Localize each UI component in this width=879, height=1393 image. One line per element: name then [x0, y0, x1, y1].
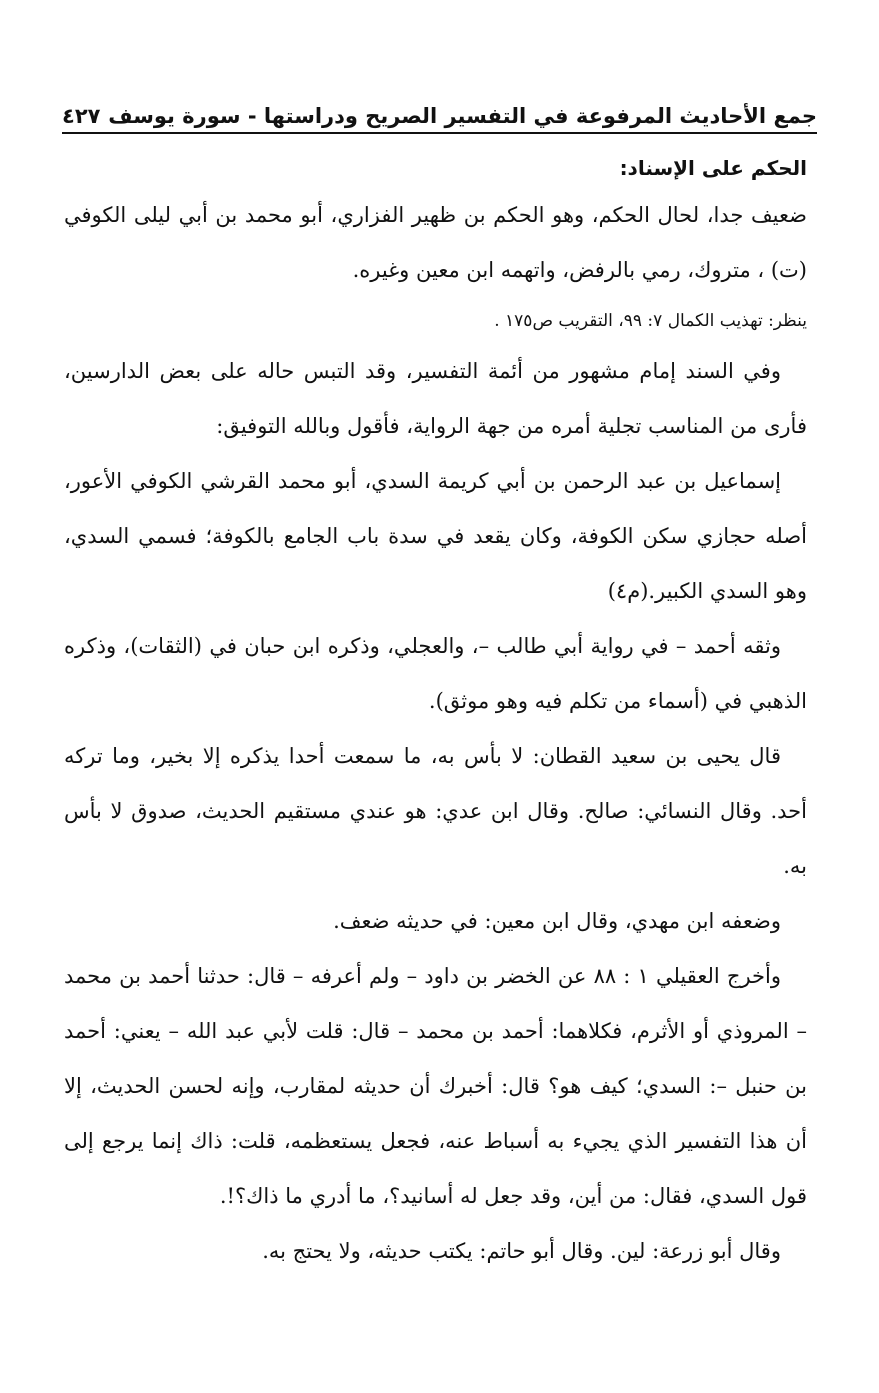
- paragraph-ruling: ضعيف جدا، لحال الحكم، وهو الحكم بن ظهير الفزاري، أبو محمد بن أبي ليلى الكوفي (ت) ، متروك، رمي بالرفض، واتهمه ابن معين وغيره.: [64, 203, 807, 282]
- reference-note: ينظر: تهذيب الكمال ٧: ٩٩، التقريب ص١٧٥ .: [494, 311, 807, 331]
- running-header-title: جمع الأحاديث المرفوعة في التفسير الصريح ودراستها - سورة يوسف: [108, 104, 817, 128]
- paragraph-tadif: وضعفه ابن مهدي، وقال ابن معين: في حديثه ضعف.: [333, 909, 781, 933]
- running-header: [62, 92, 817, 134]
- paragraph-intro: وفي السند إمام مشهور من أئمة التفسير، وقد التبس حاله على بعض الدارسين، فأرى من المناسب تجلية أمره من جهة الرواية، فأقول وبالله التوفيق:: [64, 359, 807, 438]
- paragraph-biography: إسماعيل بن عبد الرحمن بن أبي كريمة السدي، أبو محمد القرشي الكوفي الأعور، أصله حجازي سكن الكوفة، وكان يقعد في سدة باب الجامع بالكوفة؛ فسمي السدي، وهو السدي الكبير.(م٤): [64, 469, 807, 603]
- paragraph-tawthiq: وثقه أحمد – في رواية أبي طالب –، والعجلي، وذكره ابن حبان في (الثقات)، وذكره الذهبي في (أسماء من تكلم فيه وهو موثق).: [64, 634, 807, 713]
- paragraph-abu-zura: وقال أبو زرعة: لين. وقال أبو حاتم: يكتب حديثه، ولا يحتج به.: [262, 1239, 781, 1263]
- paragraph-qattan: قال يحيى بن سعيد القطان: لا بأس به، ما سمعت أحدا يذكره إلا بخير، وما تركه أحد. وقال النسائي: صالح. وقال ابن عدي: هو عندي مستقيم الحديث، صدوق لا بأس به.: [64, 744, 807, 878]
- body-text: [64, 148, 807, 1279]
- page-number: ٤٢٧: [62, 104, 101, 128]
- paragraph-uqayli: وأخرج العقيلي ١ : ٨٨ عن الخضر بن داود – ولم أعرفه – قال: حدثنا أحمد بن محمد – المروذي أو الأثرم، فكلاهما: أحمد بن محمد – قال: قلت لأبي عبد الله – يعني: أحمد بن حنبل –: السدي؛ كيف هو؟ قال: أخبرك أن حديثه لمقارب، وإنه لحسن الحديث، إلا أن هذا التفسير الذي يجيء به أسباط عنه، فجعل يستعظمه، قلت: ذاك إنما يرجع إلى قول السدي، فقال: من أين، وقد جعل له أسانيد؟، ما أدري ما ذاك؟!.: [64, 964, 807, 1208]
- section-heading: الحكم على الإسناد:: [619, 156, 807, 180]
